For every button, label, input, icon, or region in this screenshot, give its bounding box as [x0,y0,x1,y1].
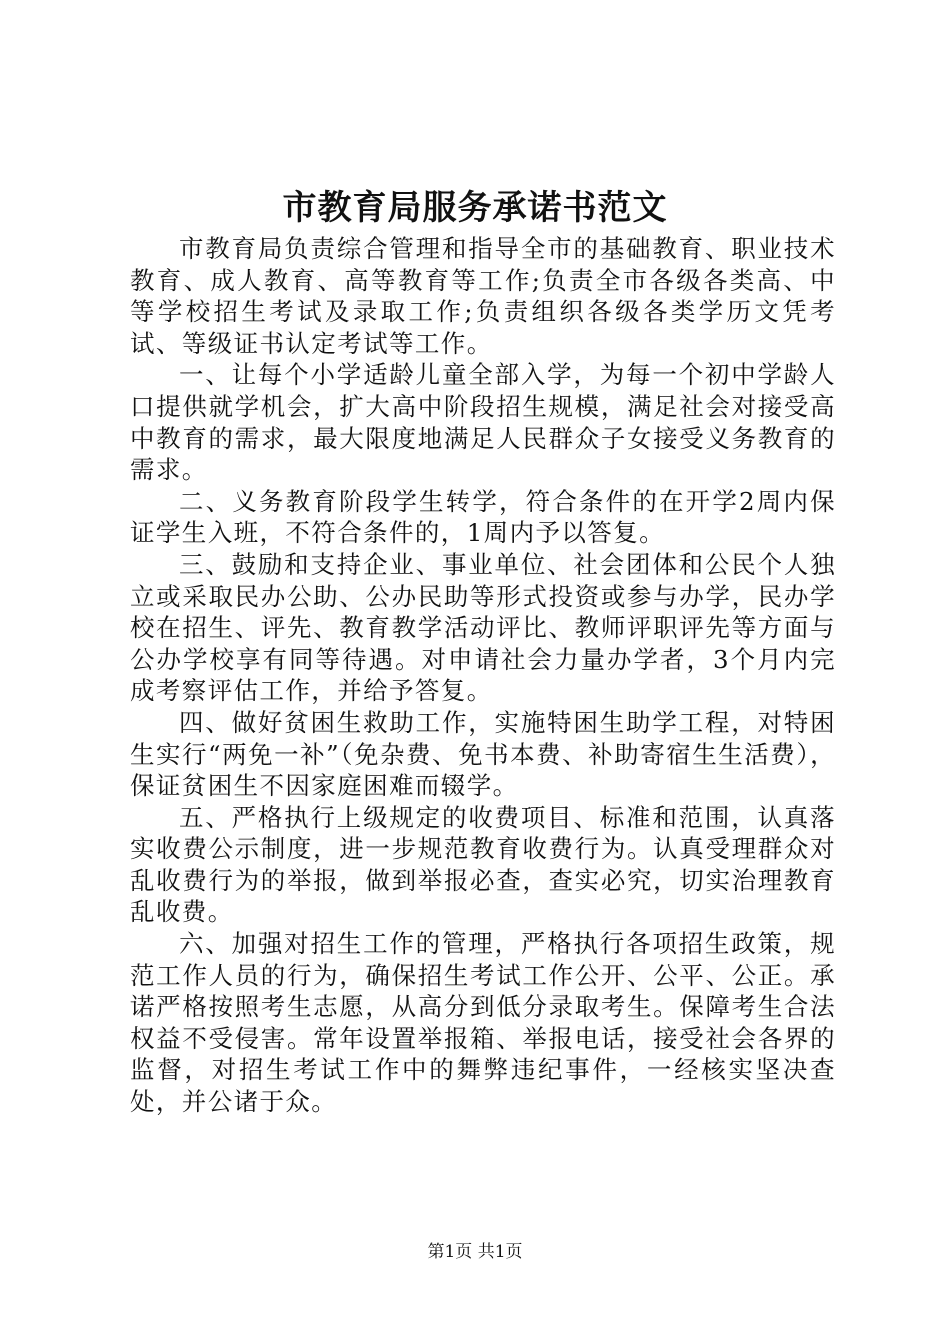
paragraph-item-3: 三、鼓励和支持企业、事业单位、社会团体和公民个人独立或采取民办公助、公办民助等形式投资或参与办学，民办学校在招生、评先、教育教学活动评比、教师评职评先等方面与公办学校享有同等待遇。对申请社会力量办学者，3个月内完成考察评估工作，并给予答复。 [130,549,836,706]
document-body [130,233,836,1118]
document-title: 市教育局服务承诺书范文 [282,188,668,228]
page-number-footer: 第1页 共1页 [427,1242,523,1262]
paragraph-item-1: 一、让每个小学适龄儿童全部入学，为每一个初中学龄人口提供就学机会，扩大高中阶段招生规模，满足社会对接受高中教育的需求，最大限度地满足人民群众子女接受义务教育的需求。 [130,360,836,485]
paragraph-item-2: 二、义务教育阶段学生转学，符合条件的在开学2周内保证学生入班，不符合条件的，1周内予以答复。 [130,486,836,548]
paragraph-item-6: 六、加强对招生工作的管理，严格执行各项招生政策，规范工作人员的行为，确保招生考试工作公开、公平、公正。承诺严格按照考生志愿，从高分到低分录取考生。保障考生合法权益不受侵害。常年设置举报箱、举报电话，接受社会各界的监督，对招生考试工作中的舞弊违纪事件，一经核实坚决查处，并公诸于众。 [130,929,836,1117]
paragraph-item-5: 五、严格执行上级规定的收费项目、标准和范围，认真落实收费公示制度，进一步规范教育收费行为。认真受理群众对乱收费行为的举报，做到举报必查，查实必究，切实治理教育乱收费。 [130,802,836,927]
paragraph-intro: 市教育局负责综合管理和指导全市的基础教育、职业技术教育、成人教育、高等教育等工作;负责全市各级各类高、中等学校招生考试及录取工作;负责组织各级各类学历文凭考试、等级证书认定考试等工作。 [130,234,836,358]
paragraph-item-4: 四、做好贫困生救助工作，实施特困生助学工程，对特困生实行“两免一补”（免杂费、免书本费、补助寄宿生生活费），保证贫困生不因家庭困难而辍学。 [130,707,836,801]
